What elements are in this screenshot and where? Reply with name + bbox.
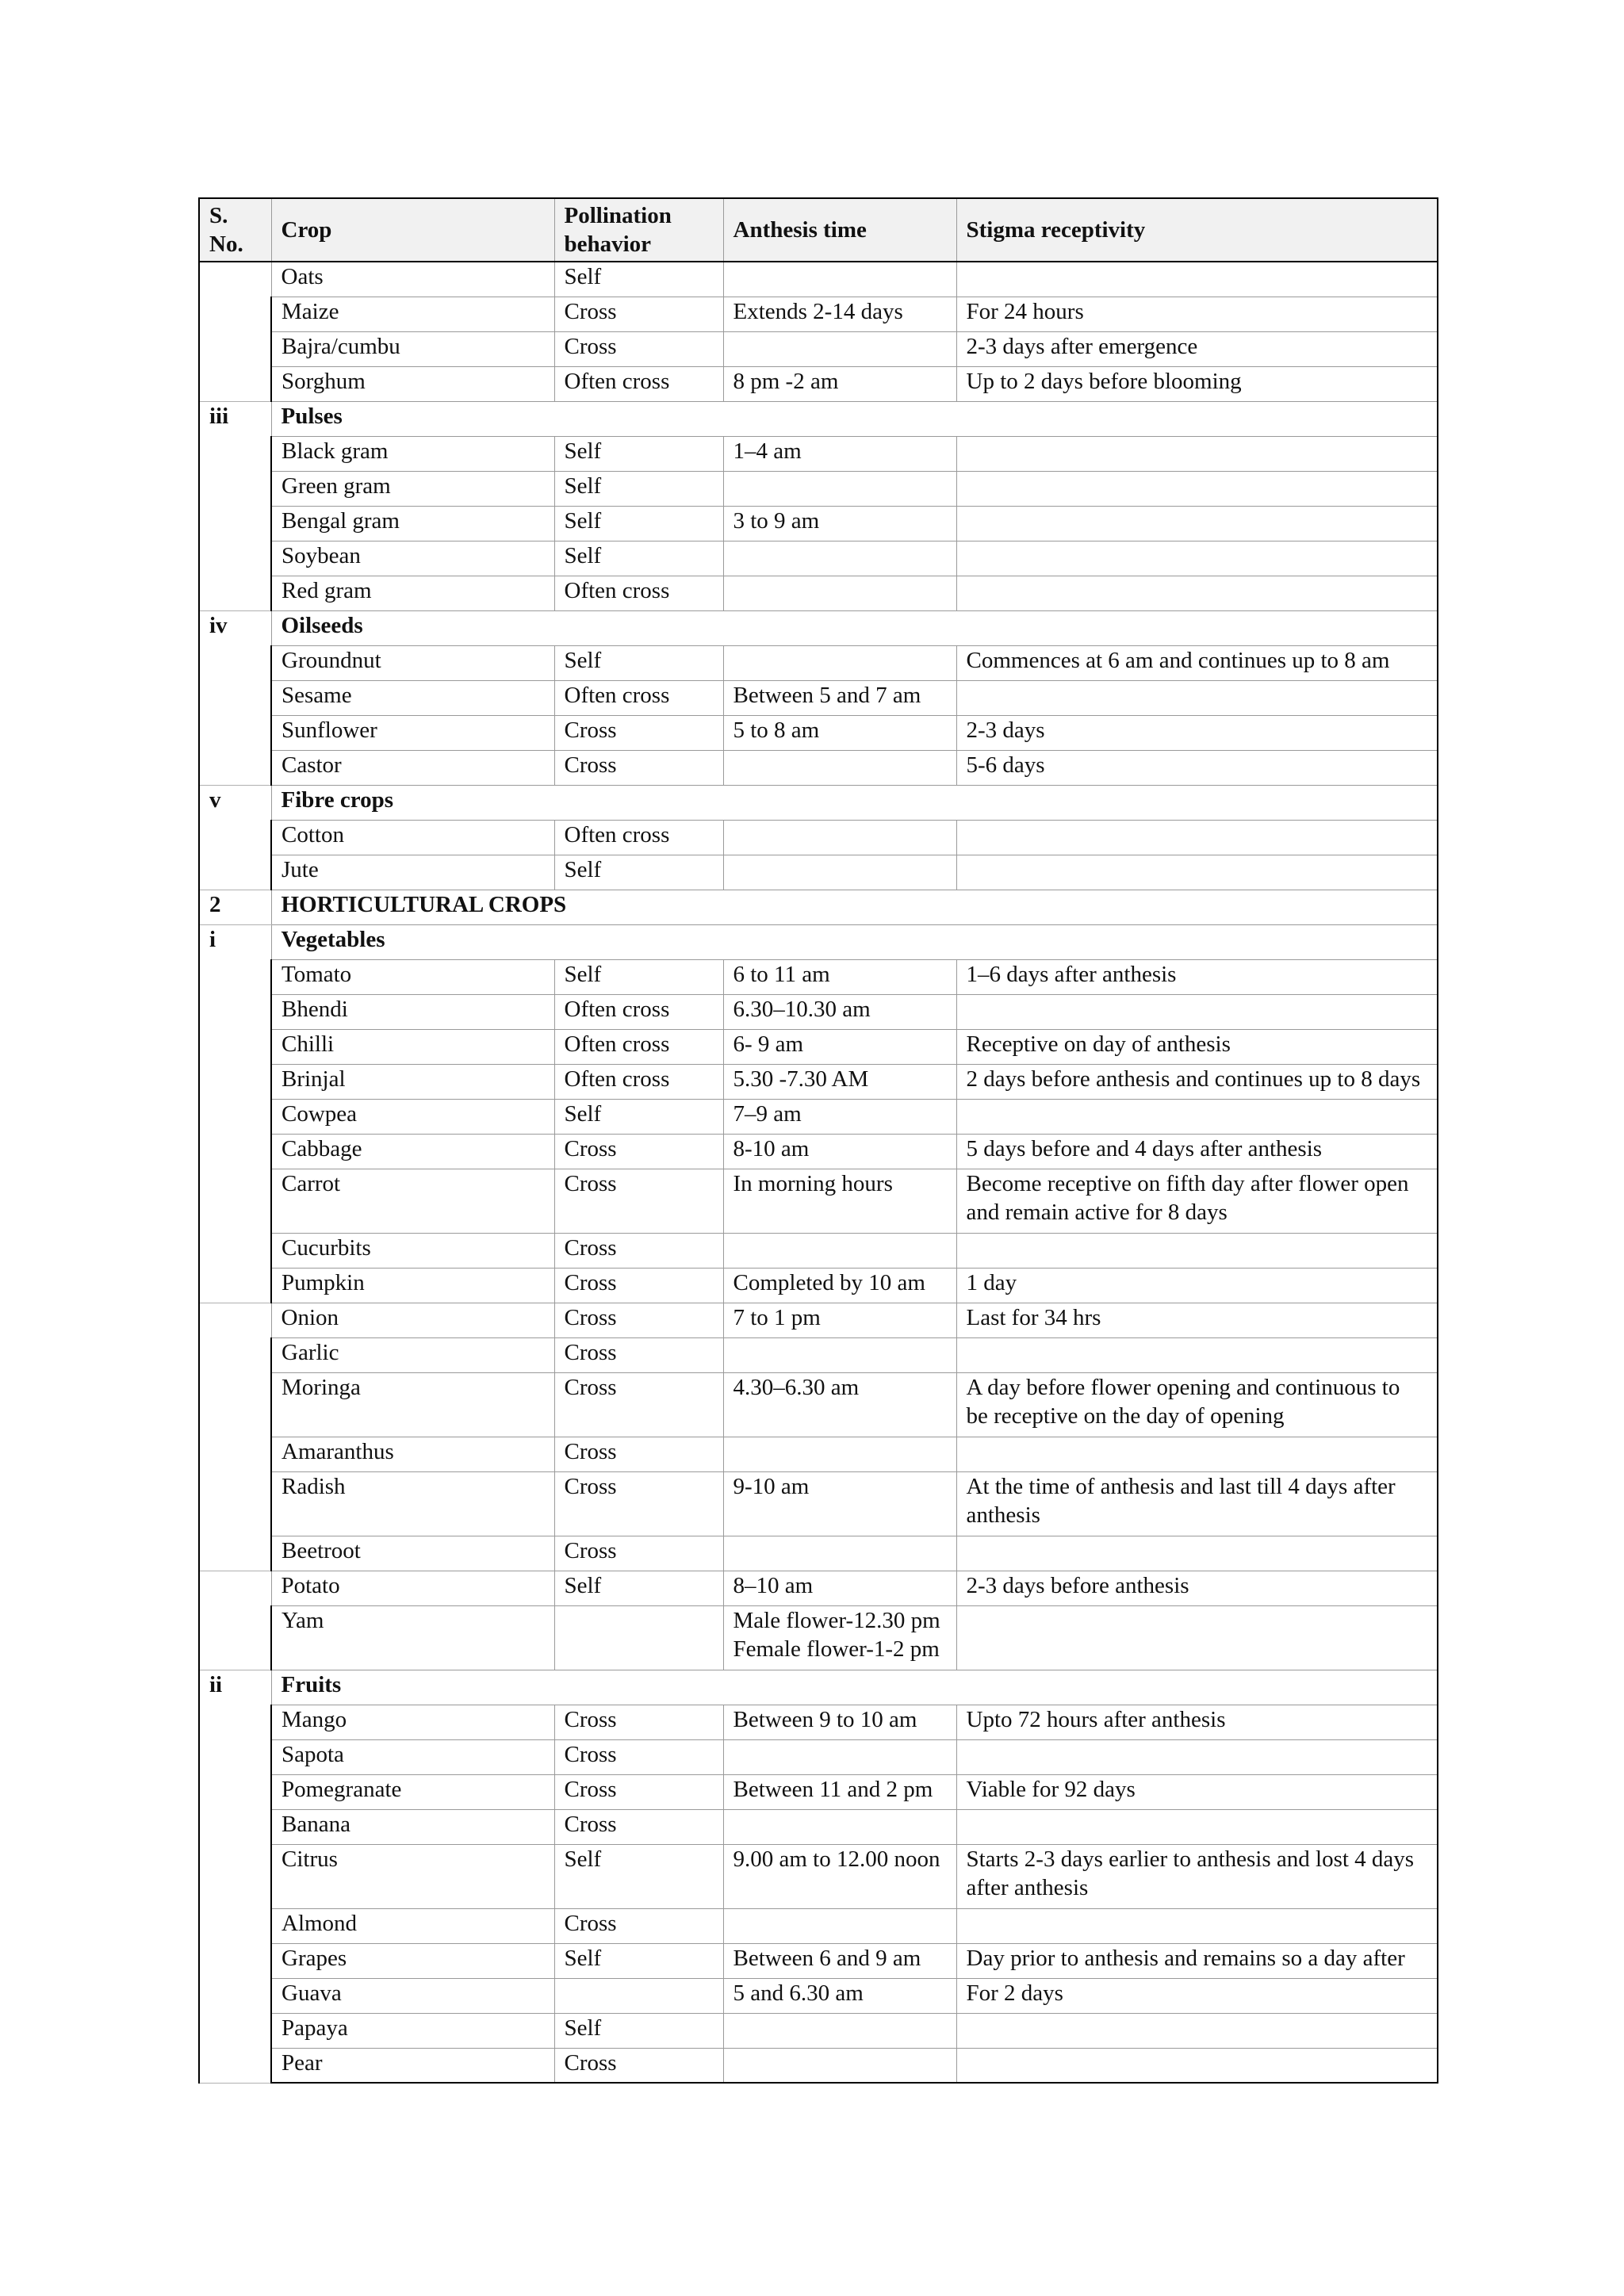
pollination-cell: Cross <box>554 750 723 785</box>
section-row <box>199 924 1438 959</box>
serial-number-cell: iii <box>199 401 271 610</box>
crop-cell: Sorghum <box>271 366 554 401</box>
pollination-cell: Often cross <box>554 1029 723 1064</box>
pollination-cell: Cross <box>554 715 723 750</box>
crop-cell: Garlic <box>271 1337 554 1372</box>
crop-cell: Beetroot <box>271 1536 554 1571</box>
serial-number-cell: iv <box>199 610 271 785</box>
pollination-cell: Often cross <box>554 366 723 401</box>
anthesis-cell <box>723 820 956 855</box>
pollination-cell <box>554 1605 723 1670</box>
table-row <box>199 1739 1438 1774</box>
crop-cell: Cucurbits <box>271 1233 554 1268</box>
stigma-cell <box>956 1337 1438 1372</box>
stigma-cell <box>956 576 1438 610</box>
cell-text: A day before flower opening and continuous to be receptive on the day of opening <box>966 1374 1400 1429</box>
table-row <box>199 366 1438 401</box>
stigma-cell: Viable for 92 days <box>956 1774 1438 1809</box>
anthesis-cell <box>723 1809 956 1844</box>
anthesis-cell: 6 to 11 am <box>723 959 956 994</box>
stigma-cell <box>956 994 1438 1029</box>
stigma-cell: Up to 2 days before blooming <box>956 366 1438 401</box>
crop-cell: Jute <box>271 855 554 890</box>
header-anthesis: Anthesis time <box>723 198 956 262</box>
stigma-cell: Commences at 6 am and continues up to 8 am <box>956 645 1438 680</box>
pollination-cell: Self <box>554 436 723 471</box>
crop-cell: Sesame <box>271 680 554 715</box>
anthesis-cell <box>723 2048 956 2083</box>
table-row <box>199 541 1438 576</box>
pollination-cell: Self <box>554 1571 723 1605</box>
pollination-cell: Cross <box>554 1372 723 1437</box>
table-row <box>199 2013 1438 2048</box>
stigma-cell: 5 days before and 4 days after anthesis <box>956 1134 1438 1169</box>
table-row <box>199 1571 1438 1605</box>
table-row <box>199 750 1438 785</box>
pollination-cell: Often cross <box>554 680 723 715</box>
crop-cell: Groundnut <box>271 645 554 680</box>
table-row <box>199 1134 1438 1169</box>
section-row <box>199 890 1438 924</box>
stigma-cell: Receptive on day of anthesis <box>956 1029 1438 1064</box>
section-title: Pulses <box>271 401 1438 436</box>
crop-cell: Oats <box>271 262 554 297</box>
table-row <box>199 1099 1438 1134</box>
crop-cell: Almond <box>271 1908 554 1943</box>
table-row <box>199 471 1438 506</box>
crop-cell: Moringa <box>271 1372 554 1437</box>
table-row <box>199 331 1438 366</box>
pollination-cell: Cross <box>554 1134 723 1169</box>
stigma-cell: Last for 34 hrs <box>956 1303 1438 1337</box>
crop-cell: Mango <box>271 1705 554 1739</box>
anthesis-cell: 7 to 1 pm <box>723 1303 956 1337</box>
pollination-cell: Cross <box>554 2048 723 2083</box>
table-row <box>199 1372 1438 1437</box>
anthesis-cell <box>723 1908 956 1943</box>
serial-number-cell: i <box>199 924 271 1303</box>
serial-number-cell <box>199 1571 271 1670</box>
table-row <box>199 1064 1438 1099</box>
anthesis-cell <box>723 1233 956 1268</box>
anthesis-cell <box>723 2013 956 2048</box>
table-row <box>199 715 1438 750</box>
anthesis-cell <box>723 471 956 506</box>
pollination-cell: Self <box>554 1099 723 1134</box>
table-row <box>199 297 1438 331</box>
pollination-cell: Cross <box>554 1169 723 1233</box>
anthesis-cell: Extends 2-14 days <box>723 297 956 331</box>
stigma-cell <box>956 2048 1438 2083</box>
crop-cell: Yam <box>271 1605 554 1670</box>
stigma-cell <box>956 1169 1438 1233</box>
crop-cell: Cotton <box>271 820 554 855</box>
anthesis-cell <box>723 750 956 785</box>
crop-cell: Bajra/cumbu <box>271 331 554 366</box>
anthesis-cell: 8–10 am <box>723 1571 956 1605</box>
pollination-cell: Often cross <box>554 576 723 610</box>
stigma-cell: For 2 days <box>956 1978 1438 2013</box>
table-row <box>199 1029 1438 1064</box>
anthesis-cell <box>723 1739 956 1774</box>
pollination-cell: Cross <box>554 1908 723 1943</box>
crop-cell: Black gram <box>271 436 554 471</box>
section-title: Fibre crops <box>271 785 1438 820</box>
crop-cell: Red gram <box>271 576 554 610</box>
anthesis-cell: 1–4 am <box>723 436 956 471</box>
crop-cell: Amaranthus <box>271 1437 554 1471</box>
crop-cell: Pomegranate <box>271 1774 554 1809</box>
table-row <box>199 1605 1438 1670</box>
anthesis-cell: 3 to 9 am <box>723 506 956 541</box>
crop-cell: Banana <box>271 1809 554 1844</box>
pollination-cell: Cross <box>554 1303 723 1337</box>
table-row <box>199 1844 1438 1908</box>
anthesis-cell <box>723 645 956 680</box>
pollination-cell: Self <box>554 959 723 994</box>
stigma-cell <box>956 1605 1438 1670</box>
pollination-cell: Self <box>554 541 723 576</box>
pollination-cell: Cross <box>554 1705 723 1739</box>
anthesis-cell <box>723 1536 956 1571</box>
pollination-cell: Self <box>554 471 723 506</box>
stigma-cell <box>956 680 1438 715</box>
anthesis-cell <box>723 576 956 610</box>
cell-text: At the time of anthesis and last till 4 days after anthesis <box>966 1473 1396 1528</box>
anthesis-cell <box>723 541 956 576</box>
section-row <box>199 1670 1438 1705</box>
stigma-cell <box>956 1471 1438 1536</box>
stigma-cell: 2-3 days after emergence <box>956 331 1438 366</box>
crop-cell: Cowpea <box>271 1099 554 1134</box>
serial-number-cell <box>199 1303 271 1571</box>
anthesis-cell: 5 and 6.30 am <box>723 1978 956 2013</box>
anthesis-cell <box>723 262 956 297</box>
stigma-cell <box>956 541 1438 576</box>
stigma-cell <box>956 506 1438 541</box>
stigma-cell <box>956 436 1438 471</box>
stigma-cell <box>956 1372 1438 1437</box>
table-row <box>199 1337 1438 1372</box>
cell-text: Starts 2-3 days earlier to anthesis and lost 4 days after anthesis <box>966 1846 1415 1900</box>
pollination-cell: Cross <box>554 297 723 331</box>
anthesis-cell: 5 to 8 am <box>723 715 956 750</box>
stigma-cell <box>956 855 1438 890</box>
pollination-cell <box>554 1978 723 2013</box>
header-row <box>199 198 1438 262</box>
serial-number-cell: ii <box>199 1670 271 2083</box>
stigma-cell: 2 days before anthesis and continues up to 8 days <box>956 1064 1438 1099</box>
crop-cell: Green gram <box>271 471 554 506</box>
crop-cell: Grapes <box>271 1943 554 1978</box>
crop-cell: Brinjal <box>271 1064 554 1099</box>
pollination-cell: Self <box>554 506 723 541</box>
crop-cell: Papaya <box>271 2013 554 2048</box>
crop-cell: Sapota <box>271 1739 554 1774</box>
stigma-cell: 2-3 days <box>956 715 1438 750</box>
pollination-cell: Often cross <box>554 820 723 855</box>
table-row <box>199 820 1438 855</box>
table-row <box>199 2048 1438 2083</box>
stigma-cell <box>956 1844 1438 1908</box>
anthesis-cell: Completed by 10 am <box>723 1268 956 1303</box>
crop-cell: Radish <box>271 1471 554 1536</box>
pollination-cell: Self <box>554 2013 723 2048</box>
crop-cell: Tomato <box>271 959 554 994</box>
anthesis-cell: 6.30–10.30 am <box>723 994 956 1029</box>
table-row <box>199 1978 1438 2013</box>
stigma-cell: Day prior to anthesis and remains so a day after <box>956 1943 1438 1978</box>
table-row <box>199 1169 1438 1233</box>
anthesis-cell <box>723 331 956 366</box>
header-crop: Crop <box>271 198 554 262</box>
pollination-cell: Cross <box>554 1774 723 1809</box>
stigma-cell: Upto 72 hours after anthesis <box>956 1705 1438 1739</box>
stigma-cell: For 24 hours <box>956 297 1438 331</box>
crop-cell: Citrus <box>271 1844 554 1908</box>
stigma-cell <box>956 1739 1438 1774</box>
anthesis-cell: 8-10 am <box>723 1134 956 1169</box>
table-header <box>199 198 1438 262</box>
section-row <box>199 610 1438 645</box>
anthesis-cell: 6- 9 am <box>723 1029 956 1064</box>
crop-cell: Sunflower <box>271 715 554 750</box>
stigma-cell <box>956 2013 1438 2048</box>
stigma-cell <box>956 262 1438 297</box>
crop-cell: Potato <box>271 1571 554 1605</box>
anthesis-cell: 4.30–6.30 am <box>723 1372 956 1437</box>
crop-cell: Maize <box>271 297 554 331</box>
pollination-cell: Cross <box>554 1739 723 1774</box>
table-row <box>199 1268 1438 1303</box>
header-pollination: Pollination behavior <box>554 198 723 262</box>
stigma-cell: 5-6 days <box>956 750 1438 785</box>
table-row <box>199 1437 1438 1471</box>
table-row <box>199 576 1438 610</box>
stigma-cell: 1 day <box>956 1268 1438 1303</box>
table-body <box>199 262 1438 2083</box>
stigma-cell <box>956 820 1438 855</box>
crop-cell: Pear <box>271 2048 554 2083</box>
anthesis-cell: 7–9 am <box>723 1099 956 1134</box>
crop-cell: Soybean <box>271 541 554 576</box>
pollination-cell: Self <box>554 1844 723 1908</box>
pollination-cell: Cross <box>554 1268 723 1303</box>
stigma-cell <box>956 1233 1438 1268</box>
anthesis-cell: 8 pm -2 am <box>723 366 956 401</box>
section-row <box>199 785 1438 820</box>
header-sno: S. No. <box>199 198 271 262</box>
pollination-cell: Cross <box>554 1809 723 1844</box>
table-row <box>199 645 1438 680</box>
table-row <box>199 1943 1438 1978</box>
anthesis-cell: 9-10 am <box>723 1471 956 1536</box>
stigma-cell <box>956 1908 1438 1943</box>
table-row <box>199 1809 1438 1844</box>
table-row <box>199 1908 1438 1943</box>
cell-text: Become receptive on fifth day after flower open and remain active for 8 days <box>966 1170 1409 1225</box>
pollination-cell: Cross <box>554 1233 723 1268</box>
table-row <box>199 1774 1438 1809</box>
crop-pollination-table <box>198 197 1438 2084</box>
section-title: Fruits <box>271 1670 1438 1705</box>
pollination-cell: Cross <box>554 1536 723 1571</box>
section-title: Vegetables <box>271 924 1438 959</box>
crop-cell: Bhendi <box>271 994 554 1029</box>
anthesis-cell <box>723 855 956 890</box>
table-row <box>199 1536 1438 1571</box>
anthesis-cell: Between 11 and 2 pm <box>723 1774 956 1809</box>
section-title: HORTICULTURAL CROPS <box>271 890 1438 924</box>
table-row <box>199 1705 1438 1739</box>
pollination-cell: Cross <box>554 1337 723 1372</box>
stigma-cell <box>956 1536 1438 1571</box>
anthesis-cell: In morning hours <box>723 1169 956 1233</box>
anthesis-cell: Between 6 and 9 am <box>723 1943 956 1978</box>
stigma-cell <box>956 1099 1438 1134</box>
pollination-cell: Self <box>554 645 723 680</box>
header-stigma: Stigma receptivity <box>956 198 1438 262</box>
pollination-cell: Cross <box>554 1471 723 1536</box>
section-title: Oilseeds <box>271 610 1438 645</box>
crop-cell: Castor <box>271 750 554 785</box>
anthesis-cell: 9.00 am to 12.00 noon <box>723 1844 956 1908</box>
stigma-cell <box>956 1809 1438 1844</box>
table-row <box>199 262 1438 297</box>
anthesis-cell: Between 5 and 7 am <box>723 680 956 715</box>
table-row <box>199 436 1438 471</box>
pollination-cell: Cross <box>554 331 723 366</box>
pollination-cell: Self <box>554 262 723 297</box>
table-row <box>199 1233 1438 1268</box>
anthesis-cell <box>723 1605 956 1670</box>
table-row <box>199 1471 1438 1536</box>
crop-cell: Onion <box>271 1303 554 1337</box>
crop-cell: Bengal gram <box>271 506 554 541</box>
serial-number-cell: 2 <box>199 890 271 924</box>
crop-cell: Cabbage <box>271 1134 554 1169</box>
anthesis-cell <box>723 1437 956 1471</box>
section-row <box>199 401 1438 436</box>
pollination-cell: Often cross <box>554 1064 723 1099</box>
anthesis-cell <box>723 1337 956 1372</box>
pollination-cell: Often cross <box>554 994 723 1029</box>
cell-text: Male flower-12.30 pm Female flower-1-2 pm <box>733 1607 940 1662</box>
table-row <box>199 959 1438 994</box>
table-row <box>199 994 1438 1029</box>
crop-cell: Pumpkin <box>271 1268 554 1303</box>
anthesis-cell: Between 9 to 10 am <box>723 1705 956 1739</box>
stigma-cell: 1–6 days after anthesis <box>956 959 1438 994</box>
anthesis-cell: 5.30 -7.30 AM <box>723 1064 956 1099</box>
crop-cell: Carrot <box>271 1169 554 1233</box>
table-row <box>199 1303 1438 1337</box>
table-row <box>199 855 1438 890</box>
stigma-cell <box>956 1437 1438 1471</box>
pollination-cell: Cross <box>554 1437 723 1471</box>
table-row <box>199 680 1438 715</box>
pollination-cell: Self <box>554 1943 723 1978</box>
stigma-cell: 2-3 days before anthesis <box>956 1571 1438 1605</box>
serial-number-cell: v <box>199 785 271 890</box>
crop-cell: Chilli <box>271 1029 554 1064</box>
crop-cell: Guava <box>271 1978 554 2013</box>
stigma-cell <box>956 471 1438 506</box>
serial-number-cell <box>199 262 271 401</box>
table-row <box>199 506 1438 541</box>
pollination-cell: Self <box>554 855 723 890</box>
